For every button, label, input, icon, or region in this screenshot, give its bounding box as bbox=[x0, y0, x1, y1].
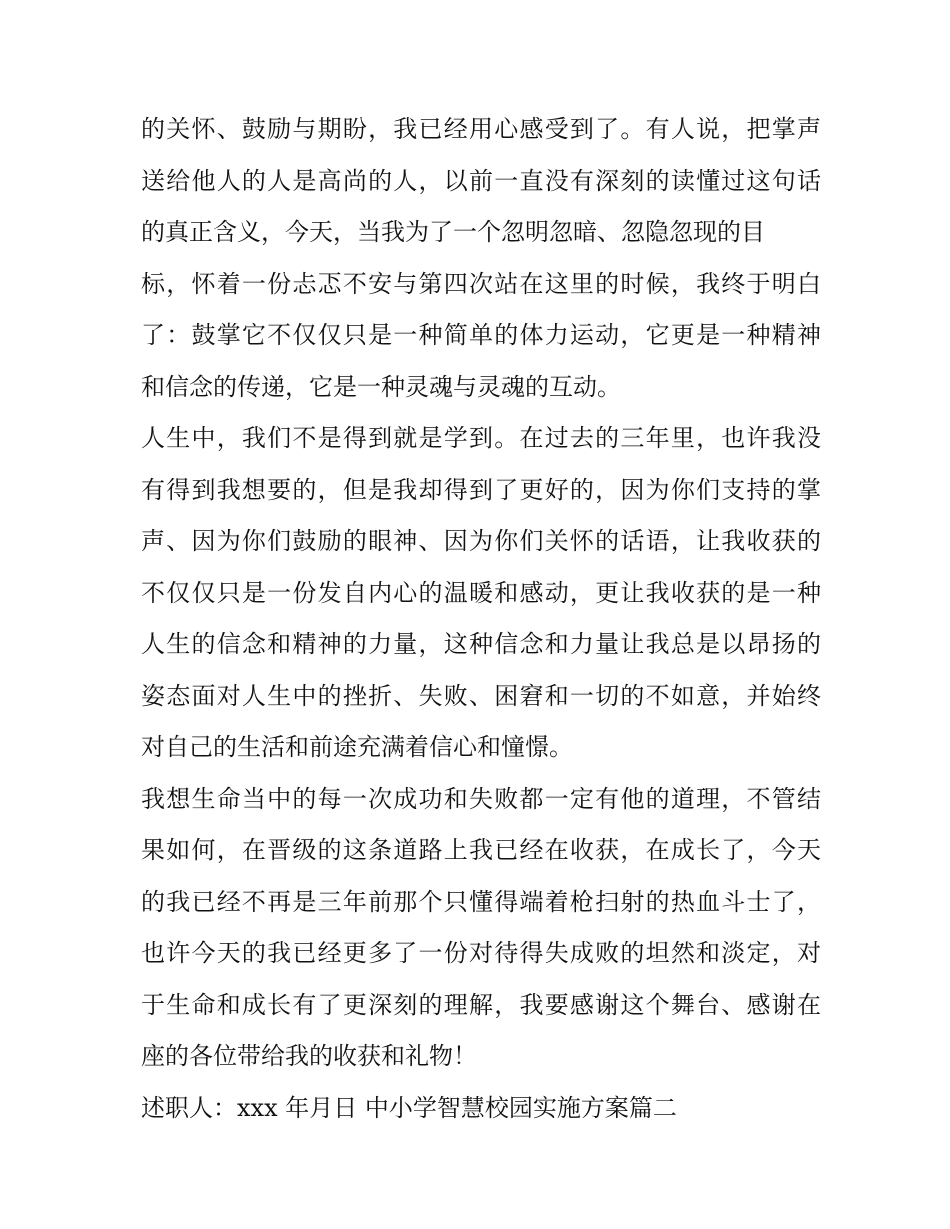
text-line: 述职人：xxx 年月日 中小学智慧校园实施方案篇二 bbox=[141, 1093, 677, 1122]
text-line: 我想生命当中的每一次成功和失败都一定有他的道理，不管结 bbox=[141, 784, 821, 813]
text-line: 有得到我想要的，但是我却得到了更好的，因为你们支持的掌 bbox=[141, 475, 821, 504]
text-line: 人生中，我们不是得到就是学到。在过去的三年里，也许我没 bbox=[141, 424, 821, 452]
text-line: 不仅仅只是一份发自内心的温暖和感动，更让我收获的是一种 bbox=[141, 578, 821, 607]
document-body bbox=[141, 104, 821, 1134]
paragraph-3 bbox=[141, 774, 821, 1083]
paragraph-2 bbox=[141, 413, 821, 774]
paragraph-4 bbox=[141, 1083, 821, 1135]
text-line: 的关怀、鼓励与期盼，我已经用心感受到了。有人说，把掌声 bbox=[141, 115, 821, 143]
paragraph-1 bbox=[141, 104, 821, 413]
text-line: 标，怀着一份忐忑不安与第四次站在这里的时候，我终于明白 bbox=[141, 269, 821, 298]
text-line: 声、因为你们鼓励的眼神、因为你们关怀的话语，让我收获的 bbox=[141, 527, 821, 555]
text-line: 送给他人的人是高尚的人，以前一直没有深刻的读懂过这句话 bbox=[141, 166, 821, 195]
text-line: 座的各位带给我的收获和礼物！ bbox=[141, 1042, 477, 1070]
text-line: 和信念的传递，它是一种灵魂与灵魂的互动。 bbox=[141, 372, 621, 401]
text-line: 姿态面对人生中的挫折、失败、困窘和一切的不如意，并始终 bbox=[141, 681, 821, 710]
text-line: 果如何，在晋级的这条道路上我已经在收获，在成长了，今天 bbox=[141, 836, 821, 864]
text-line: 的真正含义，今天，当我为了一个忽明忽暗、忽隐忽现的目 bbox=[141, 218, 765, 246]
text-line: 对自己的生活和前途充满着信心和憧憬。 bbox=[141, 733, 573, 761]
text-line: 于生命和成长有了更深刻的理解，我要感谢这个舞台、感谢在 bbox=[141, 990, 821, 1019]
text-line: 人生的信念和精神的力量，这种信念和力量让我总是以昂扬的 bbox=[141, 630, 821, 658]
text-line: 了：鼓掌它不仅仅只是一种简单的体力运动，它更是一种精神 bbox=[141, 321, 821, 349]
text-line: 也许今天的我已经更多了一份对待得失成败的坦然和淡定，对 bbox=[141, 939, 821, 967]
text-line: 的我已经不再是三年前那个只懂得端着枪扫射的热血斗士了， bbox=[141, 887, 821, 916]
